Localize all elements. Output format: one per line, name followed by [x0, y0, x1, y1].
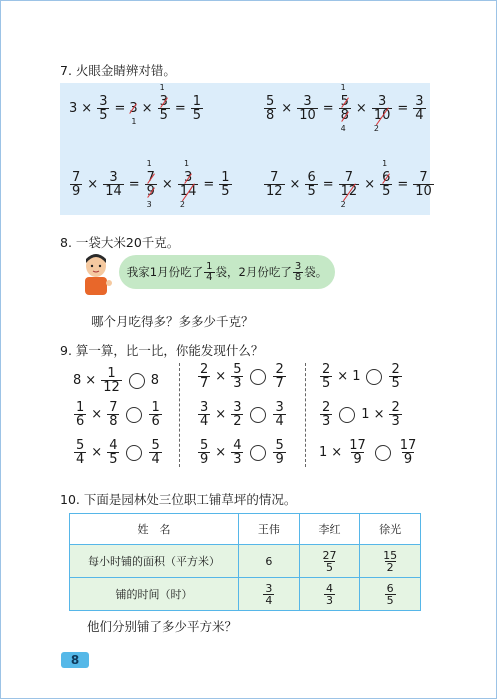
- compare-circle[interactable]: [126, 445, 142, 461]
- table-row: 铺的时间（时） $\frac{3}{4}$ $\frac{4}{3}$ $\frac{6}{5}$: [70, 578, 421, 611]
- q7-title: 7. 火眼金睛辨对错。: [60, 63, 176, 78]
- q7-eq4: $\frac{7}{12}$ × $\frac{6}{5}$ = 7 12 2 × 6 1 5 = $\frac{7}{10}$: [266, 159, 432, 209]
- compare-circle[interactable]: [250, 369, 266, 385]
- fraction: $\frac{3}{5}$: [99, 94, 108, 123]
- boy-illustration: [77, 253, 117, 299]
- q9-expr: $\frac{2}{7}$ × $\frac{5}{3}$ $\frac{2}{7}$: [200, 362, 284, 391]
- q10-title: 10. 下面是园林处三位职工铺草坪的情况。: [60, 492, 297, 507]
- q10-question: 他们分别铺了多少平方米？: [87, 619, 238, 634]
- crossed-number: 3 1: [129, 101, 138, 126]
- page-number: 8: [61, 652, 89, 668]
- fraction: $\frac{1}{5}$: [192, 94, 202, 123]
- q9-expr: $\frac{5}{9}$ × $\frac{4}{3}$ $\frac{5}{9}$: [200, 438, 284, 467]
- table-row: 每小时铺的面积（平方米） 6 $\frac{27}{5}$ $\frac{15}{2}$: [70, 545, 421, 578]
- number: 3: [69, 101, 78, 116]
- q8-title: 8. 一袋大米20千克。: [60, 235, 180, 250]
- compare-circle[interactable]: [250, 407, 266, 423]
- compare-circle[interactable]: [250, 445, 266, 461]
- q9-expr: $\frac{1}{6}$ × $\frac{7}{8}$ $\frac{1}{6}$: [76, 400, 160, 429]
- q7-eq3: $\frac{7}{9}$ × $\frac{3}{14}$ = 7 1 9 3 × 3 1 14 2 = $\frac{1}{5}$: [72, 159, 230, 209]
- divider: [305, 363, 306, 467]
- q9-expr: $\frac{3}{4}$ × $\frac{3}{2}$ $\frac{3}{4}$: [200, 400, 284, 429]
- q9-expr: $\frac{5}{4}$ × $\frac{4}{5}$ $\frac{5}{4}$: [76, 438, 160, 467]
- speech-bubble: 我家1月份吃了 $\frac{1}{4}$ 袋，2月份吃了 $\frac{3}{8}$ 袋。: [119, 255, 335, 289]
- table-header: 王伟: [239, 514, 300, 545]
- compare-circle[interactable]: [129, 373, 145, 389]
- compare-circle[interactable]: [366, 369, 382, 385]
- q7-eq1: 3 × $\frac{3}{5}$ = 3 1 × 3 1 5 = $\frac{1}{5}$: [69, 83, 202, 126]
- compare-circle[interactable]: [339, 407, 355, 423]
- q7-eq2: $\frac{5}{8}$ × $\frac{3}{10}$ = 5 1 8 4 × 3 10 2 = $\frac{3}{4}$: [266, 83, 424, 133]
- lawn-table: [69, 513, 421, 611]
- q9-expr: $\frac{2}{3}$ 1 × $\frac{2}{3}$: [322, 400, 400, 429]
- compare-circle[interactable]: [126, 407, 142, 423]
- fraction: 3 1 5: [159, 83, 168, 123]
- q9-expr: 1 × $\frac{17}{9}$ $\frac{17}{9}$: [319, 438, 417, 467]
- table-header: 姓 名: [70, 514, 239, 545]
- q9-title: 9. 算一算，比一比，你能发现什么？: [60, 343, 264, 358]
- compare-circle[interactable]: [375, 445, 391, 461]
- table-header: 徐光: [360, 514, 421, 545]
- q9-expr: 8 × $\frac{1}{12}$ 8: [73, 366, 160, 395]
- q8-question: 哪个月吃得多？多多少千克？: [91, 314, 254, 329]
- divider: [179, 363, 180, 467]
- q9-expr: $\frac{2}{5}$ × 1 $\frac{2}{5}$: [322, 362, 400, 391]
- table-header: 李红: [299, 514, 360, 545]
